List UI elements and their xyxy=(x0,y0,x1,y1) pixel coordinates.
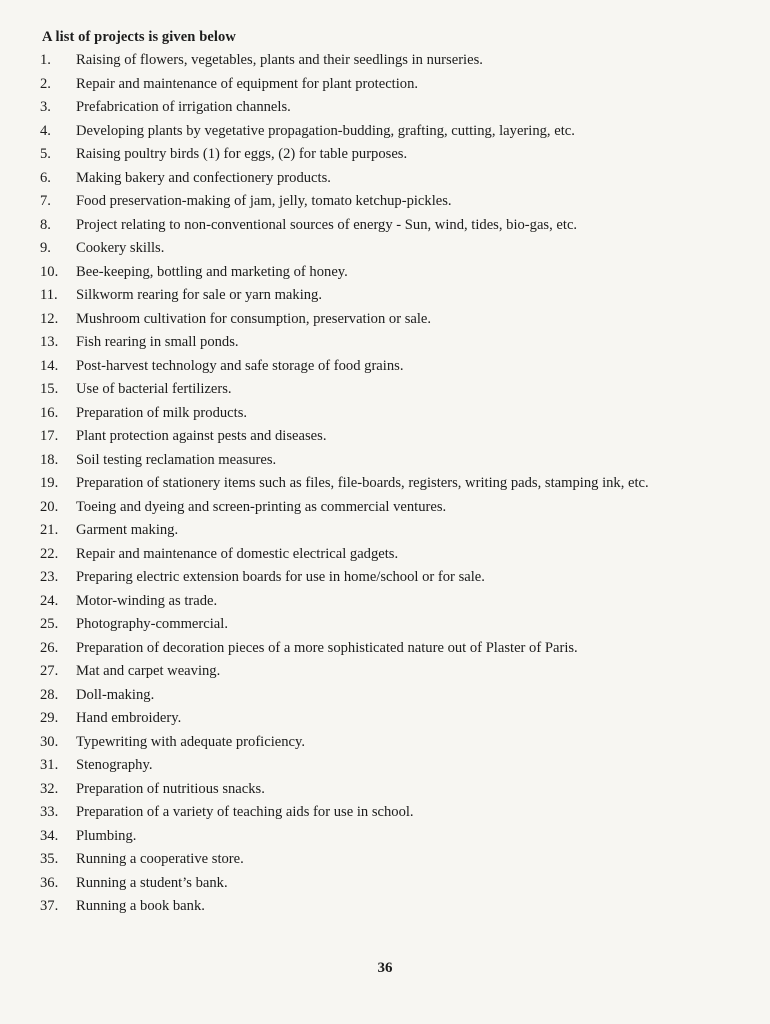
list-item xyxy=(40,895,740,919)
item-number: 20. xyxy=(40,498,59,515)
item-text: Cookery skills. xyxy=(76,240,165,256)
item-text: Mushroom cultivation for consumption, preservation or sale. xyxy=(76,310,432,327)
list-item xyxy=(40,449,740,473)
list-item xyxy=(40,496,740,520)
item-number: 7. xyxy=(40,193,51,209)
item-text: Food preservation-making of jam, jelly, tomato ketchup-pickles. xyxy=(76,193,452,209)
item-text: Preparation of nutritious snacks. xyxy=(76,780,265,797)
item-number: 22. xyxy=(40,545,59,562)
item-text: Use of bacterial fertilizers. xyxy=(76,381,232,397)
project-list xyxy=(40,49,740,919)
list-item xyxy=(40,73,740,97)
item-number: 16. xyxy=(40,404,59,421)
item-text: Repair and maintenance of domestic electrical gadgets. xyxy=(76,545,399,562)
item-text: Soil testing reclamation measures. xyxy=(76,451,277,468)
item-number: 33. xyxy=(40,804,59,820)
item-number: 32. xyxy=(40,780,59,797)
list-item xyxy=(40,472,740,496)
item-number: 24. xyxy=(40,592,59,609)
list-item xyxy=(40,237,740,261)
item-text: Doll-making. xyxy=(76,686,155,703)
item-number: 21. xyxy=(40,522,59,538)
list-heading: A list of projects is given below xyxy=(42,29,236,45)
list-item xyxy=(40,872,740,896)
list-item xyxy=(40,214,740,238)
item-number: 10. xyxy=(40,263,59,280)
item-text: Plumbing. xyxy=(76,827,137,844)
list-item xyxy=(40,660,740,684)
item-number: 30. xyxy=(40,733,59,750)
item-text: Repair and maintenance of equipment for plant protection. xyxy=(76,75,419,92)
list-item xyxy=(40,378,740,402)
item-number: 28. xyxy=(40,686,59,703)
item-text: Preparation of decoration pieces of a more sophisticated nature out of Plaster of Paris. xyxy=(76,639,578,656)
item-number: 19. xyxy=(40,475,59,491)
item-number: 14. xyxy=(40,357,59,374)
item-number: 23. xyxy=(40,569,59,585)
list-item xyxy=(40,778,740,802)
item-number: 3. xyxy=(40,99,51,115)
item-text: Mat and carpet weaving. xyxy=(76,663,221,679)
list-item xyxy=(40,284,740,308)
list-item xyxy=(40,848,740,872)
list-item xyxy=(40,167,740,191)
item-text: Typewriting with adequate proficiency. xyxy=(76,733,306,750)
list-item xyxy=(40,96,740,120)
item-text: Raising of flowers, vegetables, plants and their seedlings in nurseries. xyxy=(76,52,483,68)
list-item xyxy=(40,684,740,708)
list-item xyxy=(40,331,740,355)
item-text: Stenography. xyxy=(76,757,153,773)
item-number: 26. xyxy=(40,639,59,656)
list-item xyxy=(40,355,740,379)
item-number: 13. xyxy=(40,334,59,350)
item-number: 15. xyxy=(40,381,59,397)
list-item xyxy=(40,261,740,285)
list-item xyxy=(40,120,740,144)
item-text: Running a book bank. xyxy=(76,898,205,914)
item-text: Raising poultry birds (1) for eggs, (2) for table purposes. xyxy=(76,146,408,162)
list-item xyxy=(40,754,740,778)
item-text: Bee-keeping, bottling and marketing of honey. xyxy=(76,263,348,280)
item-text: Silkworm rearing for sale or yarn making. xyxy=(76,287,322,303)
list-item xyxy=(40,731,740,755)
list-item xyxy=(40,566,740,590)
item-text: Plant protection against pests and diseases. xyxy=(76,428,327,444)
list-item xyxy=(40,519,740,543)
item-text: Prefabrication of irrigation channels. xyxy=(76,99,291,115)
item-number: 35. xyxy=(40,851,59,867)
item-text: Post-harvest technology and safe storage of food grains. xyxy=(76,357,404,374)
item-text: Photography-commercial. xyxy=(76,616,228,632)
item-text: Developing plants by vegetative propagation-budding, grafting, cutting, layering, etc. xyxy=(76,122,575,139)
item-number: 25. xyxy=(40,616,59,632)
item-number: 36. xyxy=(40,874,59,891)
item-text: Toeing and dyeing and screen-printing as commercial ventures. xyxy=(76,498,447,515)
item-number: 6. xyxy=(40,169,51,186)
item-text: Garment making. xyxy=(76,522,179,538)
page-number: 36 xyxy=(377,960,393,976)
list-item xyxy=(40,637,740,661)
item-number: 34. xyxy=(40,827,59,844)
item-text: Preparation of a variety of teaching aids for use in school. xyxy=(76,804,414,820)
list-item xyxy=(40,590,740,614)
item-number: 27. xyxy=(40,663,59,679)
list-item xyxy=(40,825,740,849)
item-number: 18. xyxy=(40,451,59,468)
list-item xyxy=(40,801,740,825)
list-item xyxy=(40,613,740,637)
item-number: 9. xyxy=(40,240,51,256)
item-number: 5. xyxy=(40,146,51,162)
item-number: 11. xyxy=(40,287,58,303)
item-number: 29. xyxy=(40,710,59,726)
item-text: Preparation of stationery items such as files, file-boards, registers, writing pads, stamping ink, etc. xyxy=(76,475,649,491)
item-text: Hand embroidery. xyxy=(76,710,182,726)
list-item xyxy=(40,308,740,332)
list-item xyxy=(40,402,740,426)
list-item xyxy=(40,707,740,731)
list-item xyxy=(40,425,740,449)
item-text: Running a student’s bank. xyxy=(76,874,228,891)
item-text: Running a cooperative store. xyxy=(76,851,244,867)
list-item xyxy=(40,49,740,73)
item-number: 31. xyxy=(40,757,59,773)
item-number: 37. xyxy=(40,898,59,914)
item-number: 8. xyxy=(40,216,51,233)
item-text: Project relating to non-conventional sources of energy - Sun, wind, tides, bio-gas, etc. xyxy=(76,216,578,233)
item-text: Preparing electric extension boards for use in home/school or for sale. xyxy=(76,569,485,585)
list-item xyxy=(40,143,740,167)
item-number: 1. xyxy=(40,52,51,68)
item-number: 12. xyxy=(40,310,59,327)
item-text: Motor-winding as trade. xyxy=(76,592,218,609)
list-item xyxy=(40,190,740,214)
item-text: Fish rearing in small ponds. xyxy=(76,334,239,350)
item-number: 4. xyxy=(40,122,51,139)
item-number: 2. xyxy=(40,75,51,92)
list-item xyxy=(40,543,740,567)
item-number: 17. xyxy=(40,428,59,444)
item-text: Preparation of milk products. xyxy=(76,404,248,421)
item-text: Making bakery and confectionery products. xyxy=(76,169,331,186)
